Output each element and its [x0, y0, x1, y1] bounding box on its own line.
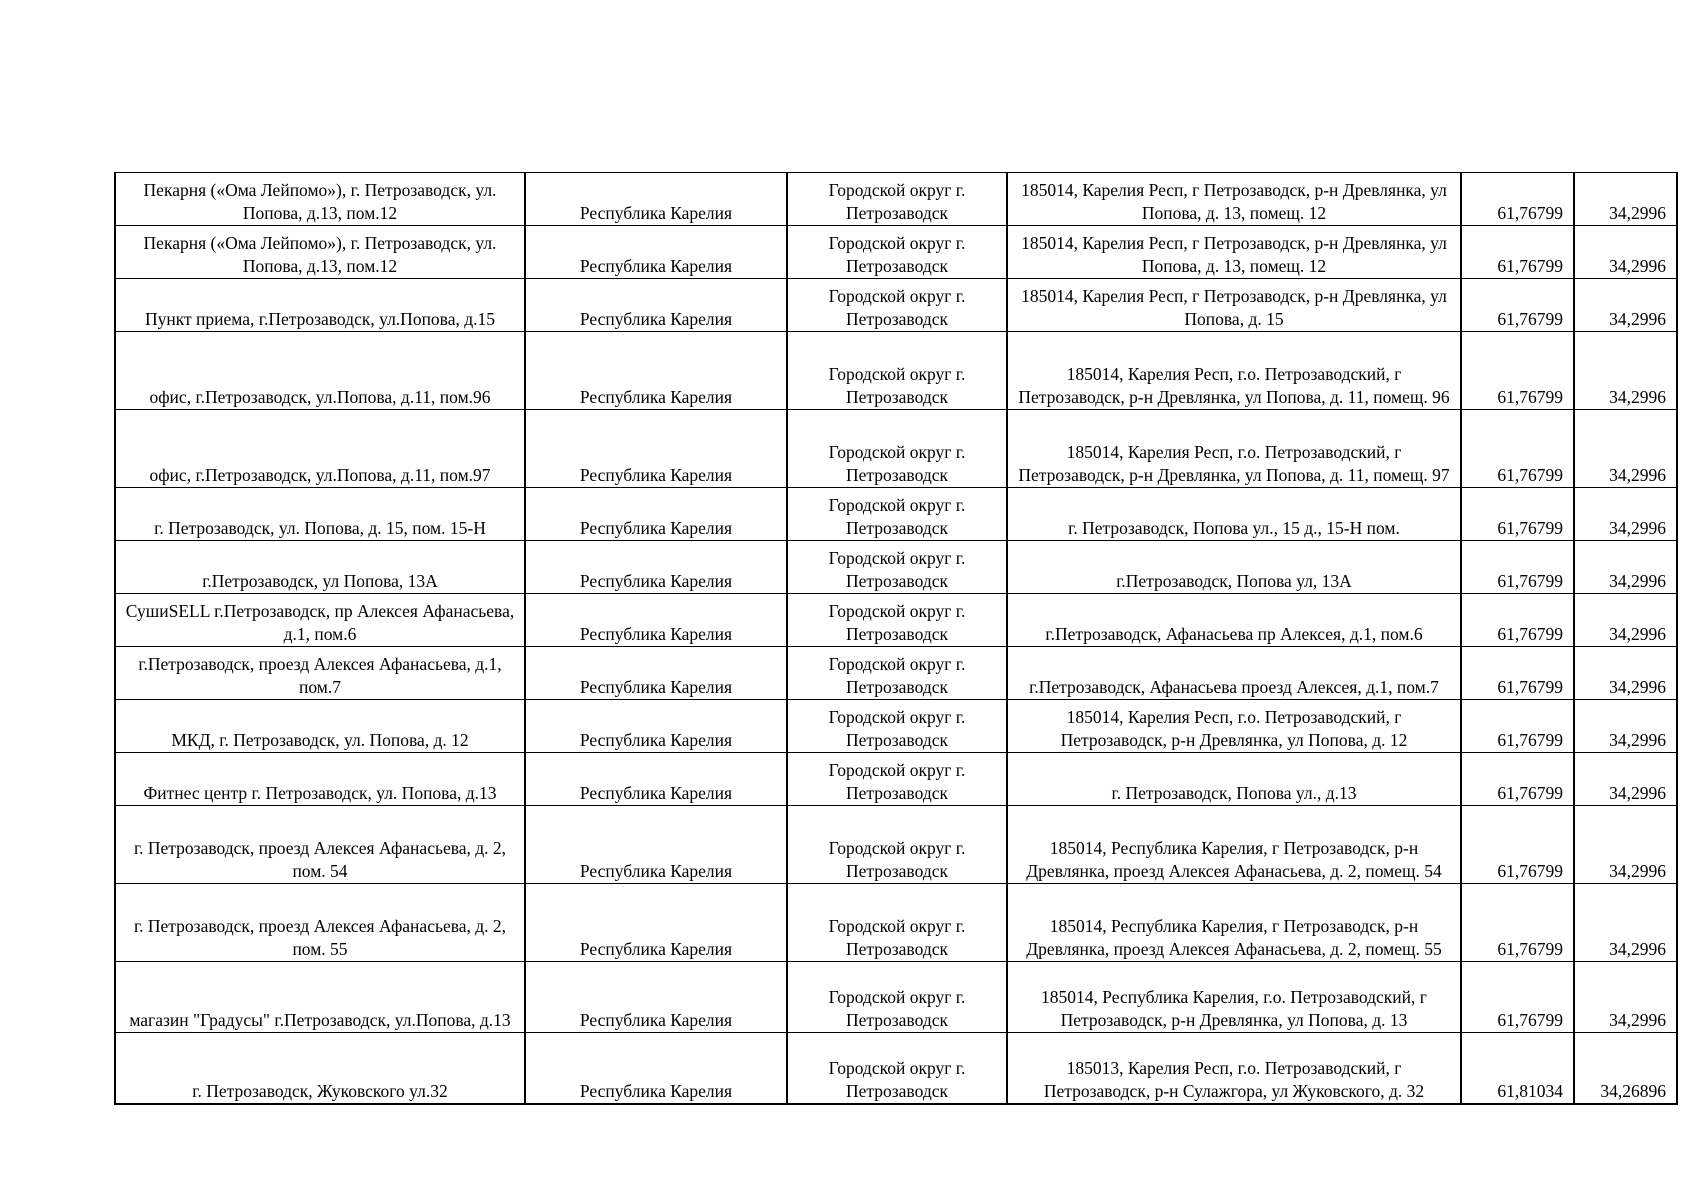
address-cell: 185014, Республика Карелия, г Петрозаводск, р-н Древлянка, проезд Алексея Афанасьева, д. 2, помещ. 55: [1007, 884, 1461, 962]
region-cell: Республика Карелия: [525, 700, 787, 753]
table-row: [115, 410, 1677, 488]
object-name-cell: офис, г.Петрозаводск, ул.Попова, д.11, пом.96: [115, 332, 525, 410]
address-cell: 185014, Карелия Респ, г Петрозаводск, р-н Древлянка, ул Попова, д. 15: [1007, 279, 1461, 332]
latitude-cell: 61,76799: [1461, 279, 1574, 332]
district-cell: Городской округ г. Петрозаводск: [787, 332, 1007, 410]
longitude-cell: 34,2996: [1574, 488, 1677, 541]
object-name-cell: г. Петрозаводск, Жуковского ул.32: [115, 1033, 525, 1104]
object-name-cell: г. Петрозаводск, проезд Алексея Афанасьева, д. 2, пом. 54: [115, 806, 525, 884]
object-name-cell: г. Петрозаводск, проезд Алексея Афанасьева, д. 2, пом. 55: [115, 884, 525, 962]
table-row: [115, 594, 1677, 647]
address-cell: 185014, Карелия Респ, г Петрозаводск, р-н Древлянка, ул Попова, д. 13, помещ. 12: [1007, 173, 1461, 226]
longitude-cell: 34,2996: [1574, 332, 1677, 410]
region-cell: Республика Карелия: [525, 594, 787, 647]
table-row: [115, 541, 1677, 594]
region-cell: Республика Карелия: [525, 806, 787, 884]
table-row: [115, 1033, 1677, 1104]
district-cell: Городской округ г. Петрозаводск: [787, 594, 1007, 647]
latitude-cell: 61,76799: [1461, 962, 1574, 1033]
longitude-cell: 34,2996: [1574, 410, 1677, 488]
table-row: [115, 700, 1677, 753]
object-name-cell: МКД, г. Петрозаводск, ул. Попова, д. 12: [115, 700, 525, 753]
object-name-cell: магазин "Градусы" г.Петрозаводск, ул.Попова, д.13: [115, 962, 525, 1033]
table-row: [115, 806, 1677, 884]
region-cell: Республика Карелия: [525, 488, 787, 541]
table-body: [115, 173, 1677, 1104]
table-row: [115, 173, 1677, 226]
district-cell: Городской округ г. Петрозаводск: [787, 806, 1007, 884]
latitude-cell: 61,76799: [1461, 700, 1574, 753]
table-row: [115, 279, 1677, 332]
district-cell: Городской округ г. Петрозаводск: [787, 1033, 1007, 1104]
longitude-cell: 34,2996: [1574, 700, 1677, 753]
longitude-cell: 34,2996: [1574, 647, 1677, 700]
district-cell: Городской округ г. Петрозаводск: [787, 647, 1007, 700]
region-cell: Республика Карелия: [525, 173, 787, 226]
region-cell: Республика Карелия: [525, 332, 787, 410]
district-cell: Городской округ г. Петрозаводск: [787, 410, 1007, 488]
address-cell: 185014, Карелия Респ, г.о. Петрозаводский, г Петрозаводск, р-н Древлянка, ул Попова, д. 11, помещ. 96: [1007, 332, 1461, 410]
latitude-cell: 61,76799: [1461, 488, 1574, 541]
table-row: [115, 332, 1677, 410]
longitude-cell: 34,2996: [1574, 962, 1677, 1033]
district-cell: Городской округ г. Петрозаводск: [787, 173, 1007, 226]
longitude-cell: 34,26896: [1574, 1033, 1677, 1104]
table-row: [115, 226, 1677, 279]
district-cell: Городской округ г. Петрозаводск: [787, 884, 1007, 962]
longitude-cell: 34,2996: [1574, 541, 1677, 594]
district-cell: Городской округ г. Петрозаводск: [787, 541, 1007, 594]
district-cell: Городской округ г. Петрозаводск: [787, 700, 1007, 753]
address-cell: 185013, Карелия Респ, г.о. Петрозаводский, г Петрозаводск, р-н Сулажгора, ул Жуковского, д. 32: [1007, 1033, 1461, 1104]
address-cell: г.Петрозаводск, Попова ул, 13А: [1007, 541, 1461, 594]
address-cell: г.Петрозаводск, Афанасьева проезд Алексея, д.1, пом.7: [1007, 647, 1461, 700]
address-cell: г. Петрозаводск, Попова ул., 15 д., 15-Н пом.: [1007, 488, 1461, 541]
region-cell: Республика Карелия: [525, 884, 787, 962]
region-cell: Республика Карелия: [525, 410, 787, 488]
table-row: [115, 647, 1677, 700]
address-cell: 185014, Республика Карелия, г.о. Петрозаводский, г Петрозаводск, р-н Древлянка, ул Попова, д. 13: [1007, 962, 1461, 1033]
object-name-cell: офис, г.Петрозаводск, ул.Попова, д.11, пом.97: [115, 410, 525, 488]
region-cell: Республика Карелия: [525, 279, 787, 332]
district-cell: Городской округ г. Петрозаводск: [787, 962, 1007, 1033]
longitude-cell: 34,2996: [1574, 279, 1677, 332]
longitude-cell: 34,2996: [1574, 753, 1677, 806]
latitude-cell: 61,76799: [1461, 753, 1574, 806]
longitude-cell: 34,2996: [1574, 806, 1677, 884]
region-cell: Республика Карелия: [525, 647, 787, 700]
table-row: [115, 753, 1677, 806]
latitude-cell: 61,76799: [1461, 884, 1574, 962]
latitude-cell: 61,76799: [1461, 541, 1574, 594]
object-name-cell: Пекарня («Ома Лейпомо»), г. Петрозаводск, ул. Попова, д.13, пом.12: [115, 226, 525, 279]
object-name-cell: г.Петрозаводск, проезд Алексея Афанасьева, д.1, пом.7: [115, 647, 525, 700]
addresses-table: [114, 172, 1678, 1105]
table-row: [115, 884, 1677, 962]
district-cell: Городской округ г. Петрозаводск: [787, 226, 1007, 279]
latitude-cell: 61,76799: [1461, 806, 1574, 884]
object-name-cell: Пункт приема, г.Петрозаводск, ул.Попова, д.15: [115, 279, 525, 332]
latitude-cell: 61,81034: [1461, 1033, 1574, 1104]
region-cell: Республика Карелия: [525, 541, 787, 594]
object-name-cell: СушиSELL г.Петрозаводск, пр Алексея Афанасьева, д.1, пом.6: [115, 594, 525, 647]
table-row: [115, 488, 1677, 541]
longitude-cell: 34,2996: [1574, 226, 1677, 279]
address-cell: 185014, Карелия Респ, г.о. Петрозаводский, г Петрозаводск, р-н Древлянка, ул Попова, д. 12: [1007, 700, 1461, 753]
latitude-cell: 61,76799: [1461, 594, 1574, 647]
address-cell: 185014, Карелия Респ, г.о. Петрозаводский, г Петрозаводск, р-н Древлянка, ул Попова, д. 11, помещ. 97: [1007, 410, 1461, 488]
address-cell: г. Петрозаводск, Попова ул., д.13: [1007, 753, 1461, 806]
latitude-cell: 61,76799: [1461, 410, 1574, 488]
object-name-cell: Пекарня («Ома Лейпомо»), г. Петрозаводск, ул. Попова, д.13, пом.12: [115, 173, 525, 226]
address-cell: г.Петрозаводск, Афанасьева пр Алексея, д.1, пом.6: [1007, 594, 1461, 647]
district-cell: Городской округ г. Петрозаводск: [787, 488, 1007, 541]
longitude-cell: 34,2996: [1574, 884, 1677, 962]
region-cell: Республика Карелия: [525, 753, 787, 806]
longitude-cell: 34,2996: [1574, 594, 1677, 647]
district-cell: Городской округ г. Петрозаводск: [787, 753, 1007, 806]
object-name-cell: г. Петрозаводск, ул. Попова, д. 15, пом. 15-Н: [115, 488, 525, 541]
address-cell: 185014, Республика Карелия, г Петрозаводск, р-н Древлянка, проезд Алексея Афанасьева, д. 2, помещ. 54: [1007, 806, 1461, 884]
address-cell: 185014, Карелия Респ, г Петрозаводск, р-н Древлянка, ул Попова, д. 13, помещ. 12: [1007, 226, 1461, 279]
longitude-cell: 34,2996: [1574, 173, 1677, 226]
latitude-cell: 61,76799: [1461, 332, 1574, 410]
latitude-cell: 61,76799: [1461, 173, 1574, 226]
region-cell: Республика Карелия: [525, 962, 787, 1033]
object-name-cell: г.Петрозаводск, ул Попова, 13А: [115, 541, 525, 594]
region-cell: Республика Карелия: [525, 226, 787, 279]
latitude-cell: 61,76799: [1461, 647, 1574, 700]
latitude-cell: 61,76799: [1461, 226, 1574, 279]
object-name-cell: Фитнес центр г. Петрозаводск, ул. Попова, д.13: [115, 753, 525, 806]
region-cell: Республика Карелия: [525, 1033, 787, 1104]
district-cell: Городской округ г. Петрозаводск: [787, 279, 1007, 332]
table-row: [115, 962, 1677, 1033]
